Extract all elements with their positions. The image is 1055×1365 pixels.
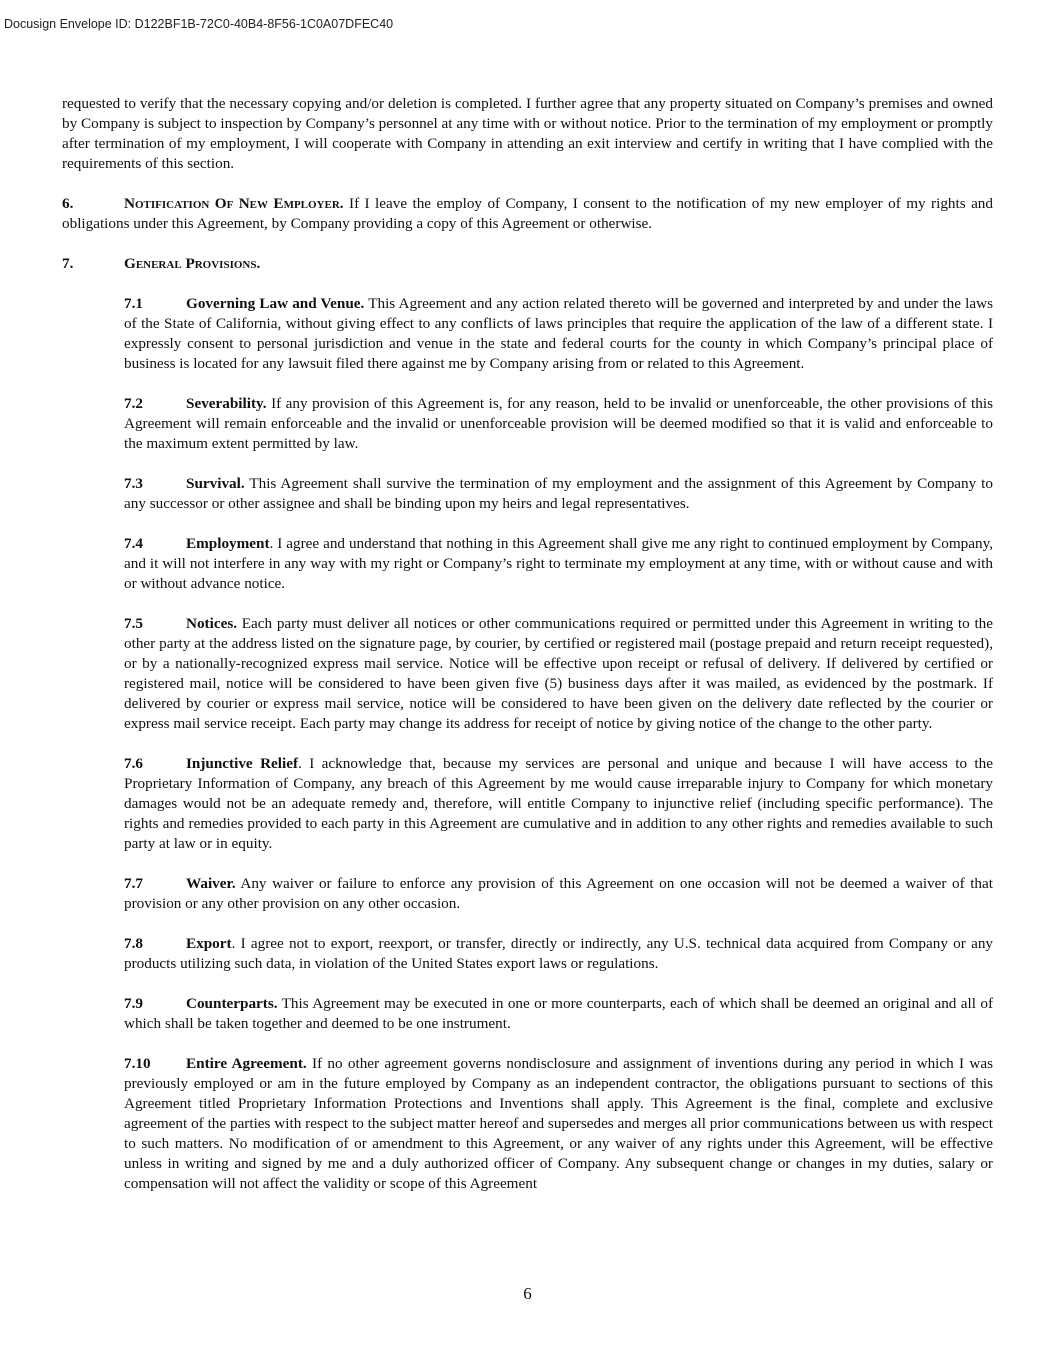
subsection-title: Severability.	[186, 395, 267, 412]
subsection-text: This Agreement shall survive the termination of my employment and the assignment of this Agreement by Company to any successor or other assignee and shall be binding upon my heirs and legal representatives.	[124, 475, 993, 512]
subsection-7-8	[62, 934, 993, 974]
subsection-7-6	[62, 754, 993, 854]
subsection-text: This Agreement and any action related thereto will be governed and interpreted by and under the laws of the State of California, without giving effect to any conflicts of laws principles that require the application of the law of a different state. I expressly consent to personal jurisdiction and venue in the state and federal courts for the county in which Company’s principal place of business is located for any lawsuit filed there against me by Company arising from or related to this Agreement.	[124, 295, 993, 372]
subsection-7-2	[62, 394, 993, 454]
subsection-title: Employment	[186, 535, 270, 552]
subsection-title: Waiver.	[186, 875, 236, 892]
section-6	[62, 194, 993, 234]
section-6-text: If I leave the employ of Company, I consent to the notification of my new employer of my rights and obligations under this Agreement, by Company providing a copy of this Agreement or otherwise.	[62, 195, 993, 232]
envelope-id: Docusign Envelope ID: D122BF1B-72C0-40B4-8F56-1C0A07DFEC40	[4, 17, 394, 31]
section-7	[62, 254, 993, 274]
section-6-heading: Notification Of New Employer.	[124, 195, 344, 212]
subsection-text: . I acknowledge that, because my services are personal and unique and because I will have access to the Proprietary Information of Company, any breach of this Agreement by me would cause irreparable injury to Company for which monetary damages would not be an adequate remedy and, therefore, will entitle Company to injunctive relief (including specific performance). The rights and remedies provided to each party in this Agreement are cumulative and in addition to any other rights and remedies available to such party at law or in equity.	[124, 755, 993, 852]
section-7-number: 7.	[62, 255, 74, 272]
subsection-text: This Agreement may be executed in one or more counterparts, each of which shall be deemed an original and all of which shall be taken together and deemed to be one instrument.	[124, 995, 993, 1032]
section-6-number: 6.	[62, 195, 74, 212]
subsection-text: Each party must deliver all notices or other communications required or permitted under this Agreement in writing to the other party at the address listed on the signature page, by courier, by certified or registered mail (postage prepaid and return receipt requested), or by a nationally-recognized express mail service. Notice will be effective upon receipt or refusal of delivery. If delivered by certified or registered mail, notice will be considered to have been given five (5) business days after it was mailed, as evidenced by the postmark. If delivered by courier or express mail service, notice will be considered to have been given on the delivery date reflected by the courier or express mail service receipt. Each party may change its address for receipt of notice by giving notice of the change to the other party.	[124, 615, 993, 732]
subsection-number: 7.2	[124, 395, 143, 412]
section-7-heading: General Provisions.	[124, 255, 261, 272]
subsection-number: 7.5	[124, 615, 143, 632]
subsection-number: 7.1	[124, 295, 143, 312]
subsection-text: . I agree not to export, reexport, or transfer, directly or indirectly, any U.S. technical data acquired from Company or any products utilizing such data, in violation of the United States export laws or regulations.	[124, 935, 993, 972]
subsection-text: . I agree and understand that nothing in this Agreement shall give me any right to continued employment by Company, and it will not interfere in any way with my right or Company’s right to terminate my employment at any time, with or without cause and with or without advance notice.	[124, 535, 993, 592]
subsection-title: Entire Agreement.	[186, 1055, 307, 1072]
subsection-title: Injunctive Relief	[186, 755, 299, 772]
subsection-title: Notices.	[186, 615, 238, 632]
page-number: 6	[523, 1284, 532, 1303]
subsection-text: If any provision of this Agreement is, for any reason, held to be invalid or unenforceable, the other provisions of this Agreement will remain enforceable and the invalid or unenforceable provision will be deemed modified so that it is valid and enforceable to the maximum extent permitted by law.	[124, 395, 993, 452]
subsection-number: 7.7	[124, 875, 143, 892]
subsection-title: Governing Law and Venue.	[186, 295, 365, 312]
subsection-text: If no other agreement governs nondisclosure and assignment of inventions during any period in which I was previously employed or am in the future employed by Company as an independent contractor, the obligations pursuant to sections of this Agreement titled Proprietary Information Protections and Inventions shall apply. This Agreement is the final, complete and exclusive agreement of the parties with respect to the subject matter hereof and supersedes and merges all prior communications between us with respect to such matters. No modification of or amendment to this Agreement, or any waiver of any rights under this Agreement, will be effective unless in writing and signed by me and a duly authorized officer of Company. Any subsequent change or changes in my duties, salary or compensation will not affect the validity or scope of this Agreement	[124, 1055, 993, 1192]
subsection-7-10	[62, 1054, 993, 1194]
subsection-7-5	[62, 614, 993, 734]
subsection-number: 7.9	[124, 995, 143, 1012]
subsection-number: 7.8	[124, 935, 143, 952]
subsection-7-3	[62, 474, 993, 514]
subsection-text: Any waiver or failure to enforce any provision of this Agreement on one occasion will not be deemed a waiver of that provision or any other provision on any other occasion.	[124, 875, 993, 912]
subsection-number: 7.4	[124, 535, 143, 552]
subsection-title: Survival.	[186, 475, 245, 492]
document-body	[62, 94, 993, 1214]
subsection-7-4	[62, 534, 993, 594]
subsection-number: 7.10	[124, 1055, 151, 1072]
subsection-number: 7.6	[124, 755, 143, 772]
subsection-title: Export	[186, 935, 232, 952]
subsection-7-9	[62, 994, 993, 1034]
subsection-number: 7.3	[124, 475, 143, 492]
subsection-title: Counterparts.	[186, 995, 278, 1012]
subsection-7-7	[62, 874, 993, 914]
intro-paragraph: requested to verify that the necessary copying and/or deletion is completed. I further agree that any property situated on Company’s premises and owned by Company is subject to inspection by Company’s personnel at any time with or without notice. Prior to the termination of my employment or promptly after termination of my employment, I will cooperate with Company in attending an exit interview and certify in writing that I have complied with the requirements of this section.	[62, 95, 993, 172]
subsection-7-1	[62, 294, 993, 374]
